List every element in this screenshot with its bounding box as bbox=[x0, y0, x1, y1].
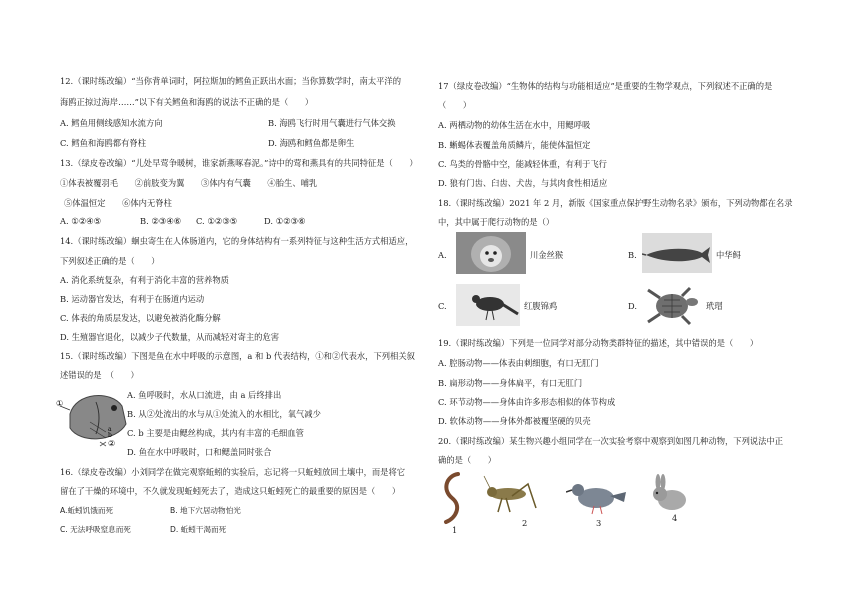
fish-label-b: b bbox=[108, 432, 112, 439]
q14-stem-line1: 14.（课时练改编）蛔虫寄生在人体肠道内，它的身体结构有一系列特征与这种生活方式相适应， bbox=[60, 236, 414, 246]
q15-stem-line1: 15.（课时练改编）下图是鱼在水中呼吸的示意图，a 和 b 代表结构，①和②代表水，下列相关叙 bbox=[60, 351, 415, 361]
q13-choices-line2: ⑤体温恒定 ⑥体内无脊柱 bbox=[64, 198, 172, 208]
q12-option-b: B. 海鸥飞行时用气囊进行气体交换 bbox=[268, 118, 396, 128]
q17-option-b: B. 蜥蜴体表覆盖角质鳞片，能使体温恒定 bbox=[438, 140, 591, 150]
q18-option-d-name: 玳瑁 bbox=[706, 301, 723, 311]
q18-option-c-name: 红腹锦鸡 bbox=[524, 301, 558, 311]
q16-option-a: A.蚯蚓饥饿而死 bbox=[60, 506, 114, 515]
q19-option-d: D. 软体动物——身体外都被覆坚硬的贝壳 bbox=[438, 416, 591, 426]
q13-option-c: C. ①②③⑤ bbox=[196, 216, 238, 226]
q20-label-3: 3 bbox=[596, 518, 602, 528]
q14-option-a: A. 消化系统复杂，有利于消化丰富的营养物质 bbox=[60, 275, 229, 285]
q15-option-d: D. 鱼在水中呼吸时，口和鳃盖同时张合 bbox=[127, 447, 272, 457]
q18-option-d-letter: D. bbox=[628, 301, 637, 311]
golden-monkey-image bbox=[456, 232, 526, 274]
fish-respiration-diagram bbox=[56, 384, 128, 448]
q18-stem-line1: 18.（课时练改编）2021 年 2 月，新版《国家重点保护野生动物名录》颁布，下列动物都在名录 bbox=[438, 198, 793, 208]
hawksbill-turtle-image bbox=[642, 284, 702, 328]
q16-option-d: D. 蚯蚓干渴而死 bbox=[170, 525, 227, 534]
rabbit-image bbox=[648, 474, 690, 514]
q16-option-c: C. 无法呼吸窒息而死 bbox=[60, 525, 131, 534]
q13-choices-line1: ①体表被覆羽毛 ②前肢变为翼 ③体内有气囊 ④胎生、哺乳 bbox=[60, 178, 318, 188]
q13-option-b: B. ②③④⑥ bbox=[140, 216, 182, 226]
q14-option-d: D. 生殖器官退化，以减少子代数量，从而减轻对寄主的危害 bbox=[60, 332, 280, 342]
q12-option-d: D. 海鸥和鳕鱼都是卵生 bbox=[268, 138, 355, 148]
q15-stem-line2: 述错误的是 （ ） bbox=[60, 370, 139, 380]
q15-option-b: B. 从②处流出的水与从①处流入的水相比，氧气减少 bbox=[127, 409, 321, 419]
q17-stem-line1: 17（绿皮卷改编）“生物体的结构与功能相适应”是重要的生物学观点，下列叙述不正确的是 bbox=[438, 81, 773, 91]
q19-option-a: A. 腔肠动物——体表由刺细胞，有口无肛门 bbox=[438, 358, 599, 368]
q20-label-1: 1 bbox=[452, 525, 458, 535]
q18-option-a-name: 川金丝猴 bbox=[530, 250, 564, 260]
chinese-sturgeon-image bbox=[642, 233, 712, 273]
q18-option-c-letter: C. bbox=[438, 301, 447, 311]
q20-stem-line2: 确的是（ ） bbox=[438, 455, 497, 465]
q14-stem-line2: 下列叙述正确的是（ ） bbox=[60, 256, 160, 266]
q16-option-b: B. 地下穴居动物怕光 bbox=[170, 506, 241, 515]
q19-option-b: B. 扁形动物——身体扁平，有口无肛门 bbox=[438, 378, 583, 388]
q12-stem-line2: 海鸥正掠过海岸……”以下有关鳕鱼和海鸥的说法不正确的是（ ） bbox=[60, 97, 314, 107]
fish-label-a: a bbox=[108, 426, 112, 433]
q20-label-2: 2 bbox=[522, 518, 528, 528]
q17-option-c: C. 鸟类的骨骼中空，能减轻体重，有利于飞行 bbox=[438, 159, 607, 169]
q15-option-a: A. 鱼呼吸时，水从口流进，由 a 后终排出 bbox=[127, 390, 282, 400]
q19-option-c: C. 环节动物——身体由许多形态相似的体节构成 bbox=[438, 397, 616, 407]
q17-option-d: D. 狼有门齿、臼齿、犬齿，与其肉食性相适应 bbox=[438, 178, 608, 188]
q17-option-a: A. 两栖动物的幼体生活在水中，用鳃呼吸 bbox=[438, 120, 591, 130]
earthworm-image bbox=[438, 470, 472, 528]
q20-label-4: 4 bbox=[672, 513, 678, 523]
q12-stem-line1: 12.（课时练改编）“当你背单词时，阿拉斯加的鳕鱼正跃出水面；当你算数学时，南太平洋的 bbox=[60, 76, 402, 86]
q13-option-a: A. ①②④⑤ bbox=[60, 216, 102, 226]
q16-stem-line2: 留在了干燥的环境中，不久就发现蚯蚓死去了，造成这只蚯蚓死亡的最重要的原因是（ ） bbox=[60, 486, 401, 496]
fish-label-2: ② bbox=[108, 439, 116, 448]
q17-stem-line2: （ ） bbox=[438, 100, 472, 110]
q15-option-c: C. b 主要是由鳃丝构成，其内有丰富的毛细血管 bbox=[127, 428, 304, 438]
q12-option-a: A. 鳕鱼用侧线感知水流方向 bbox=[60, 118, 163, 128]
grasshopper-image bbox=[482, 474, 540, 518]
q18-option-b-name: 中华鲟 bbox=[716, 250, 741, 260]
q16-stem-line1: 16.（绿皮卷改编）小刘同学在做完观察蚯蚓的实验后，忘记将一只蚯蚓放回土壤中，而是将它 bbox=[60, 467, 406, 477]
fish-label-1: ① bbox=[56, 399, 64, 408]
q19-stem: 19.（课时练改编）下列是一位同学对部分动物类群特征的描述，其中错误的是（ ） bbox=[438, 338, 759, 348]
q14-option-b: B. 运动器官发达，有利于在肠道内运动 bbox=[60, 294, 205, 304]
q18-stem-line2: 中，其中属于爬行动物的是（） bbox=[438, 217, 555, 227]
pigeon-image bbox=[566, 474, 628, 518]
q12-option-c: C. 鳕鱼和海鸥都有脊柱 bbox=[60, 138, 146, 148]
q20-stem-line1: 20.（课时练改编）某生物兴趣小组同学在一次实验考察中观察到如图几种动物，下列说法中正 bbox=[438, 436, 784, 446]
golden-pheasant-image bbox=[456, 284, 520, 326]
q18-option-a-letter: A. bbox=[438, 250, 447, 260]
q14-option-c: C. 体表的角质层发达，以避免被消化酶分解 bbox=[60, 313, 221, 323]
q13-stem: 13.（绿皮卷改编）“儿处早莺争暖树，谁家新燕啄春泥。”诗中的莺和燕具有的共同特征是（ ） bbox=[60, 158, 418, 168]
q18-option-b-letter: B. bbox=[628, 250, 637, 260]
q13-option-d: D. ①②③⑥ bbox=[264, 216, 306, 226]
